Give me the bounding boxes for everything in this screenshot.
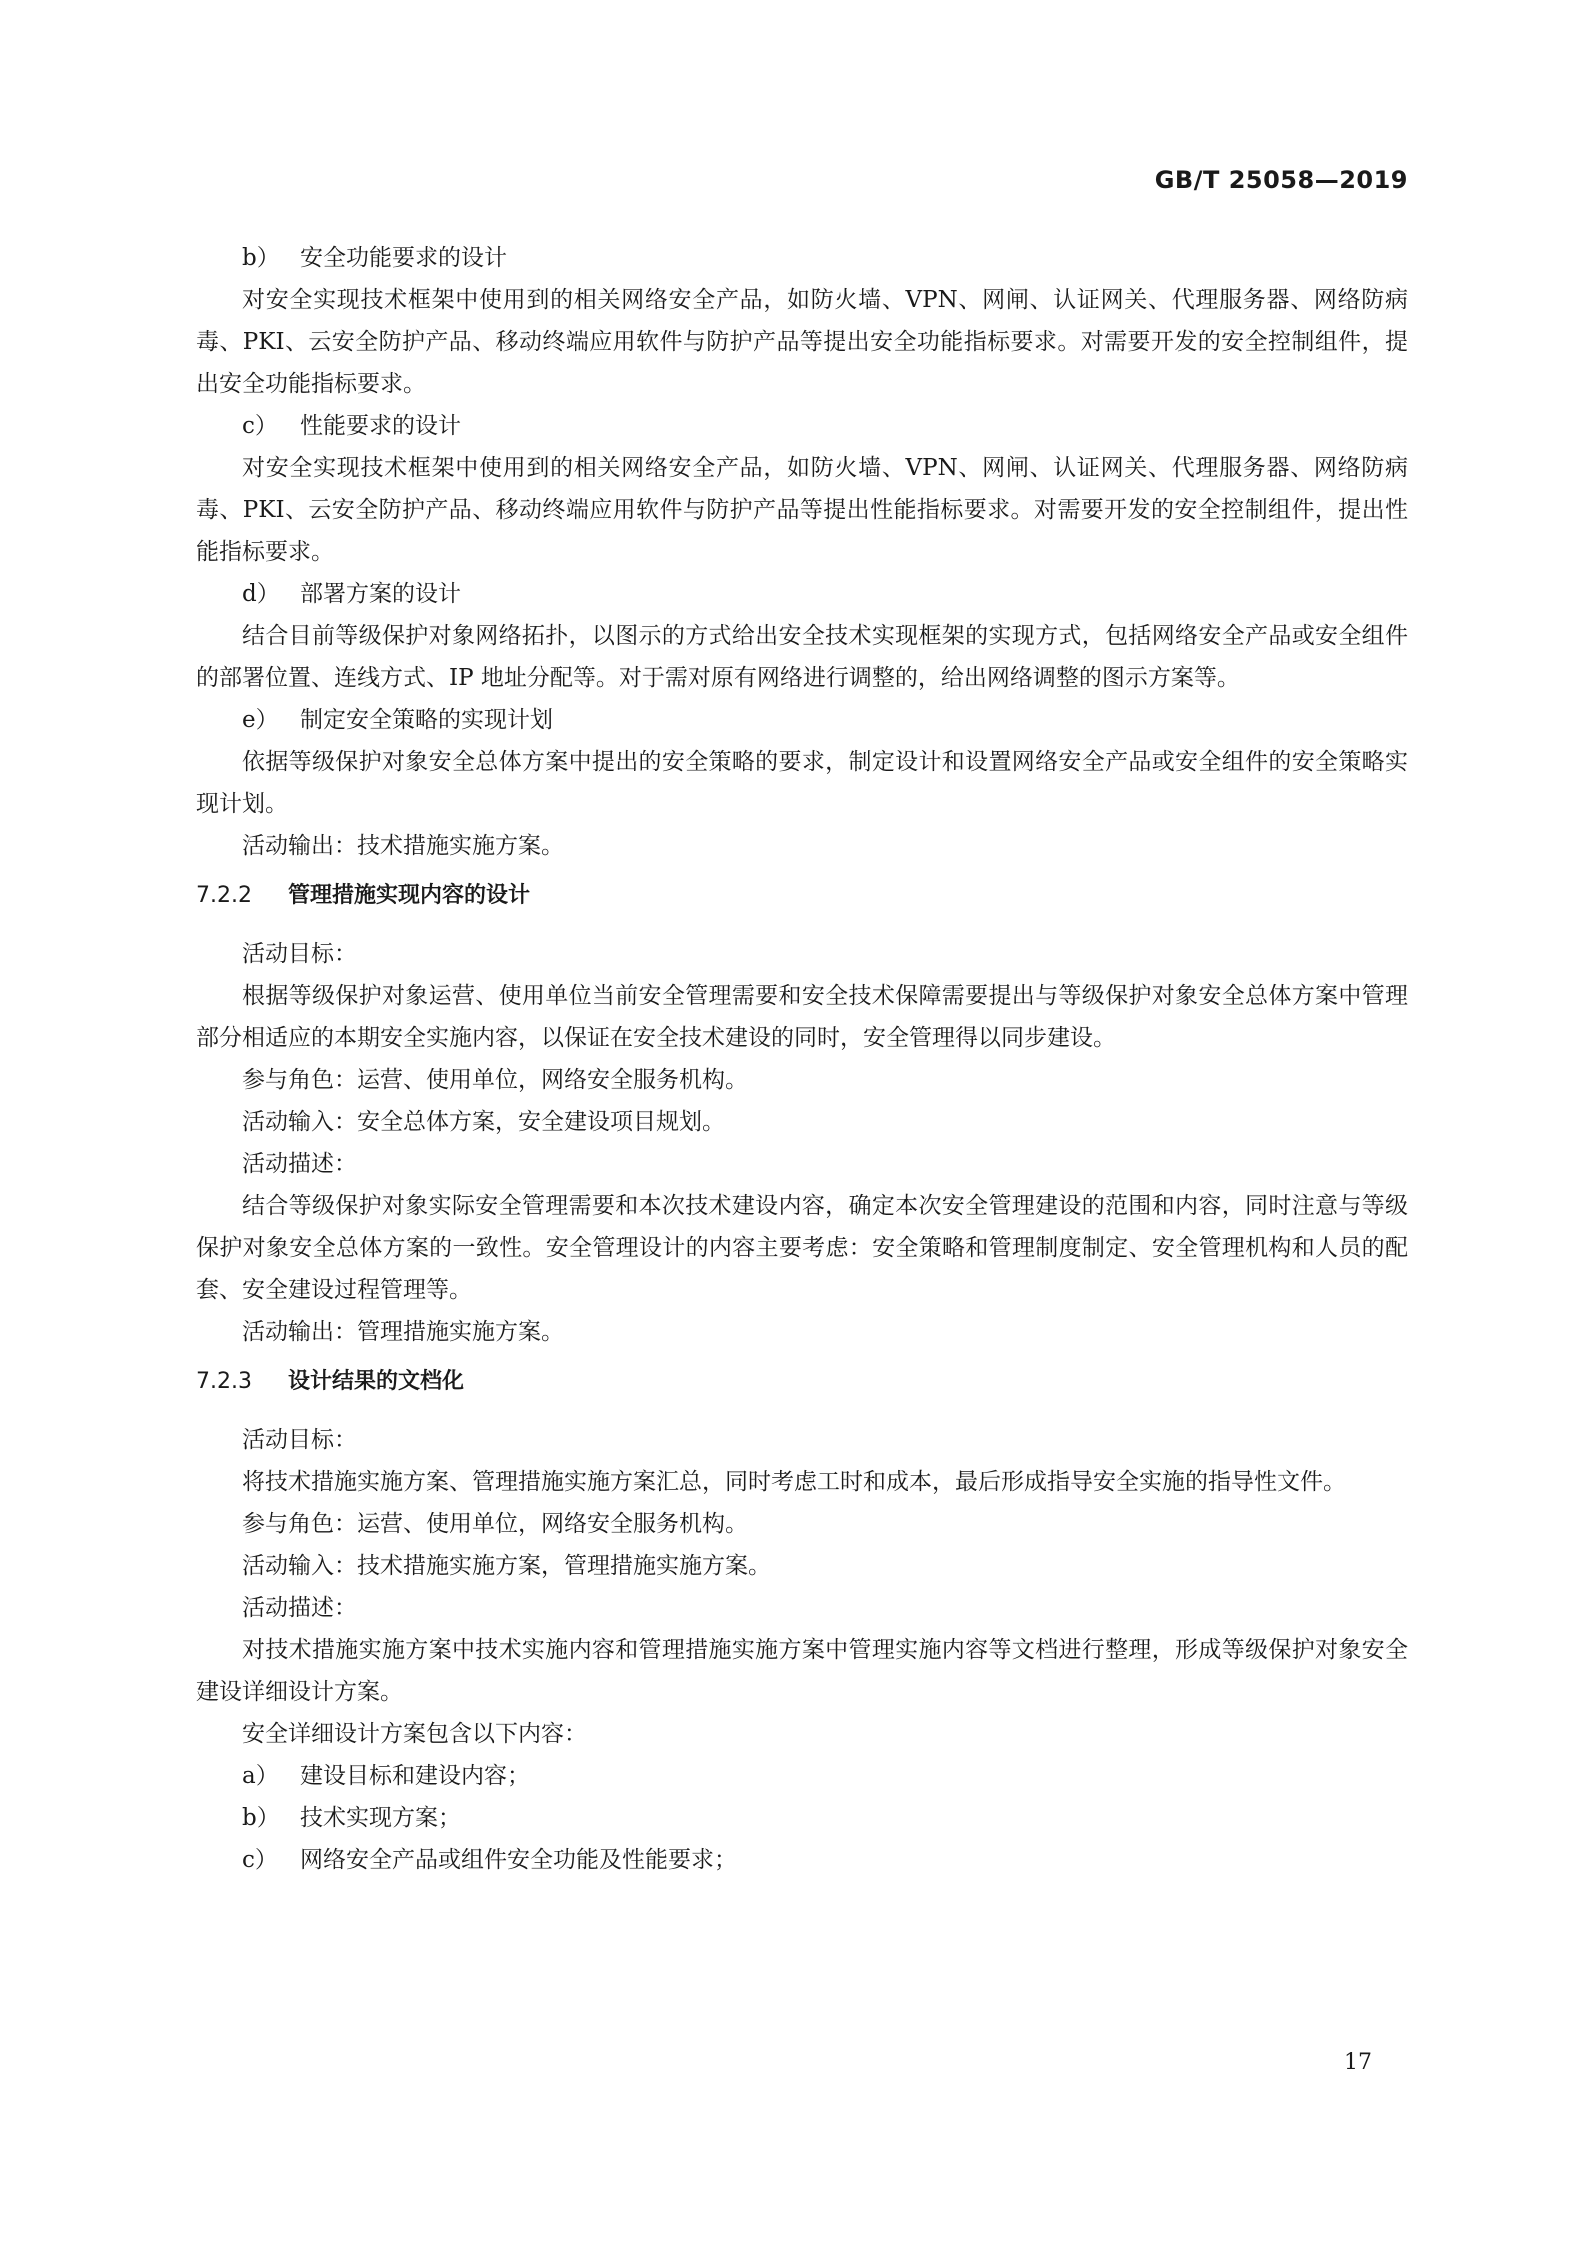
list-item-text: 网络安全产品或组件安全功能及性能要求； xyxy=(300,1847,737,1873)
paragraph: 对安全实现技术框架中使用到的相关网络安全产品，如防火墙、VPN、网闸、认证网关、代理服务器、网络防病毒、PKI、云安全防护产品、移动终端应用软件与防护产品等提出安全功能指标要求。对需要开发的安全控制组件，提出安全功能指标要求。 xyxy=(196,287,1408,397)
list-marker: d） xyxy=(242,581,280,607)
paragraph: 对技术措施实施方案中技术实施内容和管理措施实施方案中管理实施内容等文档进行整理，形成等级保护对象安全建设详细设计方案。 xyxy=(196,1637,1408,1705)
list-item xyxy=(196,1755,1408,1797)
activity-description-label: 活动描述： xyxy=(242,1595,357,1621)
list-item xyxy=(196,1797,1408,1839)
participant-roles: 参与角色：运营、使用单位，网络安全服务机构。 xyxy=(242,1067,748,1093)
list-item-text: 建设目标和建设内容； xyxy=(300,1763,530,1789)
list-item-text: 技术实现方案； xyxy=(300,1805,461,1831)
list-marker: c） xyxy=(242,1847,278,1873)
list-item-title: 安全功能要求的设计 xyxy=(300,245,507,271)
list-marker: c） xyxy=(242,413,278,439)
section-title: 管理措施实现内容的设计 xyxy=(288,883,531,908)
list-item-c-heading xyxy=(196,405,1408,447)
paragraph: 结合目前等级保护对象网络拓扑，以图示的方式给出安全技术实现框架的实现方式，包括网络安全产品或安全组件的部署位置、连线方式、IP 地址分配等。对于需对原有网络进行调整的，给出网络调整的图示方案等。 xyxy=(196,623,1408,691)
list-marker: e） xyxy=(242,707,279,733)
list-item-d-heading xyxy=(196,573,1408,615)
section-title: 设计结果的文档化 xyxy=(288,1369,465,1394)
list-item-e-heading xyxy=(196,699,1408,741)
activity-input: 活动输入：安全总体方案，安全建设项目规划。 xyxy=(242,1109,725,1135)
activity-output: 活动输出：技术措施实施方案。 xyxy=(242,833,564,859)
list-marker: b） xyxy=(242,1805,280,1831)
activity-description-label: 活动描述： xyxy=(242,1151,357,1177)
list-item-title: 部署方案的设计 xyxy=(300,581,461,607)
list-marker: a） xyxy=(242,1763,279,1789)
page-number: 17 xyxy=(1344,2050,1372,2075)
paragraph: 根据等级保护对象运营、使用单位当前安全管理需要和安全技术保障需要提出与等级保护对象安全总体方案中管理部分相适应的本期安全实施内容，以保证在安全技术建设的同时，安全管理得以同步建设。 xyxy=(196,983,1408,1051)
paragraph: 对安全实现技术框架中使用到的相关网络安全产品，如防火墙、VPN、网闸、认证网关、代理服务器、网络防病毒、PKI、云安全防护产品、移动终端应用软件与防护产品等提出性能指标要求。对需要开发的安全控制组件，提出性能指标要求。 xyxy=(196,455,1408,565)
participant-roles: 参与角色：运营、使用单位，网络安全服务机构。 xyxy=(242,1511,748,1537)
list-item-title: 制定安全策略的实现计划 xyxy=(300,707,553,733)
activity-goal-label: 活动目标： xyxy=(242,1427,357,1453)
list-item-title: 性能要求的设计 xyxy=(300,413,461,439)
contents-intro: 安全详细设计方案包含以下内容： xyxy=(242,1721,587,1747)
list-item-b-heading xyxy=(196,237,1408,279)
paragraph: 依据等级保护对象安全总体方案中提出的安全策略的要求，制定设计和设置网络安全产品或安全组件的安全策略实现计划。 xyxy=(196,749,1408,817)
list-marker: b） xyxy=(242,245,280,271)
section-number: 7.2.2 xyxy=(196,883,252,908)
activity-goal-label: 活动目标： xyxy=(242,941,357,967)
page-content xyxy=(196,237,1408,1881)
list-item xyxy=(196,1839,1408,1881)
section-heading-7-2-2 xyxy=(196,881,1408,911)
section-heading-7-2-3 xyxy=(196,1367,1408,1397)
paragraph: 结合等级保护对象实际安全管理需要和本次技术建设内容，确定本次安全管理建设的范围和内容，同时注意与等级保护对象安全总体方案的一致性。安全管理设计的内容主要考虑：安全策略和管理制度制定、安全管理机构和人员的配套、安全建设过程管理等。 xyxy=(196,1193,1408,1303)
activity-input: 活动输入：技术措施实施方案，管理措施实施方案。 xyxy=(242,1553,771,1579)
paragraph: 将技术措施实施方案、管理措施实施方案汇总，同时考虑工时和成本，最后形成指导安全实施的指导性文件。 xyxy=(242,1469,1346,1495)
activity-output: 活动输出：管理措施实施方案。 xyxy=(242,1319,564,1345)
standard-code: GB/T 25058—2019 xyxy=(1154,166,1408,194)
section-number: 7.2.3 xyxy=(196,1369,252,1394)
